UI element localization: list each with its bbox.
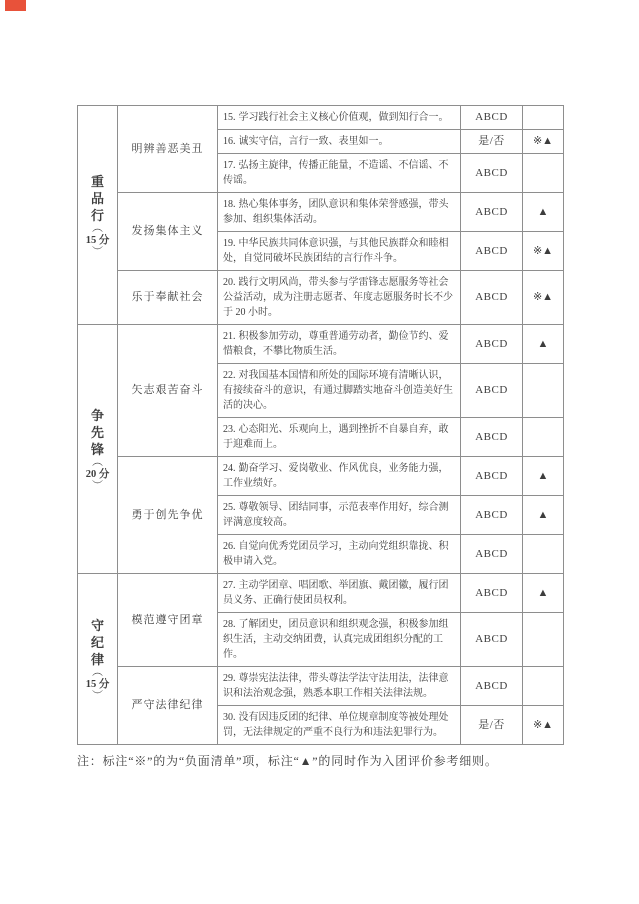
item-text: 主动学团章、唱团歌、举团旗、戴团徽，履行团员义务、正确行使团员权利。: [223, 580, 449, 606]
rating-cell: ABCD: [461, 193, 523, 232]
item-cell: [218, 496, 461, 535]
item-number: 27.: [223, 580, 236, 591]
category-paren-icon: ︶: [92, 246, 103, 258]
rating-cell: ABCD: [461, 667, 523, 706]
category-score: 15 分: [85, 679, 110, 690]
table-row: [78, 106, 564, 130]
category-score: 15 分: [85, 235, 110, 246]
category-cell: [78, 106, 118, 325]
mark-cell: [523, 613, 564, 667]
item-cell: [218, 130, 461, 154]
item-text: 了解团史，团员意识和组织观念强，积极参加组织生活，主动交纳团费，认真完成团组织分配的工作。: [223, 619, 449, 660]
item-text: 积极参加劳动，尊重普通劳动者，勤俭节约、爱惜粮食，不攀比物质生活。: [223, 331, 449, 357]
evaluation-sheet: [77, 105, 563, 769]
category-char: 纪: [90, 635, 104, 650]
rating-cell: ABCD: [461, 232, 523, 271]
footnote: 注：标注“※”的为“负面清单”项，标注“▲”的同时作为入团评价参考细则。: [77, 754, 498, 768]
item-cell: [218, 535, 461, 574]
item-text: 中华民族共同体意识强，与其他民族群众和睦相处，自觉同破坏民族团结的言行作斗争。: [223, 238, 449, 264]
item-text: 诚实守信，言行一致、表里如一。: [238, 136, 389, 147]
category-paren-icon: ︶: [92, 690, 103, 702]
category-paren-icon: ︵: [92, 666, 103, 678]
table-row: [78, 325, 564, 364]
rating-cell: ABCD: [461, 535, 523, 574]
table-row: [78, 271, 564, 325]
item-number: 29.: [223, 673, 236, 684]
item-number: 25.: [223, 502, 236, 513]
item-number: 17.: [223, 160, 236, 171]
item-cell: [218, 106, 461, 130]
rating-cell: ABCD: [461, 325, 523, 364]
item-number: 21.: [223, 331, 236, 342]
category-char: 品: [90, 191, 104, 206]
item-number: 28.: [223, 619, 236, 630]
rating-cell: ABCD: [461, 271, 523, 325]
item-text: 勤奋学习、爱岗敬业、作风优良，业务能力强，工作业绩好。: [223, 463, 449, 489]
category-cell: [78, 574, 118, 745]
item-number: 18.: [223, 199, 236, 210]
mark-cell: [523, 535, 564, 574]
mark-cell: ▲: [523, 457, 564, 496]
item-cell: [218, 193, 461, 232]
item-number: 26.: [223, 541, 236, 552]
rating-cell: 是/否: [461, 130, 523, 154]
mark-cell: ※▲: [523, 706, 564, 745]
item-cell: [218, 457, 461, 496]
mark-cell: ※▲: [523, 232, 564, 271]
item-text: 践行文明风尚，带头参与学雷锋志愿服务等社会公益活动，成为注册志愿者、年度志愿服务时长不少于 20 小时。: [223, 277, 453, 318]
category-paren-icon: ︵: [92, 456, 103, 468]
mark-cell: ▲: [523, 193, 564, 232]
category-char: 先: [90, 425, 104, 440]
rating-cell: 是/否: [461, 706, 523, 745]
category-char: 行: [90, 208, 104, 223]
evaluation-table: [77, 105, 564, 745]
group-cell: 勇于创先争优: [118, 457, 218, 574]
item-cell: [218, 325, 461, 364]
eval-table-body: [78, 106, 564, 745]
category-score: 20 分: [85, 469, 110, 480]
rating-cell: ABCD: [461, 418, 523, 457]
group-cell: 明辨善恶美丑: [118, 106, 218, 193]
item-text: 尊敬领导、团结同事，示范表率作用好，综合测评满意度较高。: [223, 502, 449, 528]
group-cell: 模范遵守团章: [118, 574, 218, 667]
rating-cell: ABCD: [461, 496, 523, 535]
rating-cell: ABCD: [461, 574, 523, 613]
table-row: [78, 574, 564, 613]
category-cell: [78, 325, 118, 574]
table-row: [78, 193, 564, 232]
category-label: [78, 173, 117, 257]
group-cell: 发扬集体主义: [118, 193, 218, 271]
item-number: 19.: [223, 238, 236, 249]
mark-cell: ▲: [523, 325, 564, 364]
item-number: 30.: [223, 712, 236, 723]
item-text: 自觉向优秀党团员学习，主动向党组织靠拢、积极申请入党。: [223, 541, 449, 567]
item-text: 尊崇宪法法律，带头尊法学法守法用法，法律意识和法治观念强，熟悉本职工作相关法律法规。: [223, 673, 449, 699]
mark-cell: [523, 667, 564, 706]
category-char: 律: [90, 652, 104, 667]
rating-cell: ABCD: [461, 106, 523, 130]
item-cell: [218, 364, 461, 418]
item-text: 对我国基本国情和所处的国际环境有清晰认识，有接续奋斗的意识，有通过脚踏实地奋斗创造美好生活的决心。: [223, 370, 453, 411]
item-cell: [218, 271, 461, 325]
item-number: 20.: [223, 277, 236, 288]
item-number: 15.: [223, 112, 236, 123]
category-label: [78, 407, 117, 491]
item-text: 弘扬主旋律，传播正能量，不造谣、不信谣、不传谣。: [223, 160, 449, 186]
category-label: [78, 617, 117, 701]
group-cell: 严守法律纪律: [118, 667, 218, 745]
rating-cell: ABCD: [461, 154, 523, 193]
corner-mark: [5, 0, 26, 11]
item-number: 16.: [223, 136, 236, 147]
group-cell: 乐于奉献社会: [118, 271, 218, 325]
item-cell: [218, 574, 461, 613]
rating-cell: ABCD: [461, 364, 523, 418]
mark-cell: [523, 418, 564, 457]
mark-cell: [523, 106, 564, 130]
table-row: [78, 457, 564, 496]
item-number: 24.: [223, 463, 236, 474]
mark-cell: [523, 154, 564, 193]
table-row: [78, 667, 564, 706]
item-cell: [218, 613, 461, 667]
group-cell: 矢志艰苦奋斗: [118, 325, 218, 457]
mark-cell: [523, 364, 564, 418]
rating-cell: ABCD: [461, 613, 523, 667]
item-cell: [218, 706, 461, 745]
item-cell: [218, 667, 461, 706]
item-text: 心态阳光、乐观向上，遇到挫折不自暴自弃，敢于迎难而上。: [223, 424, 449, 450]
item-text: 学习践行社会主义核心价值观，做到知行合一。: [238, 112, 449, 123]
category-char: 重: [90, 174, 104, 189]
mark-cell: ▲: [523, 574, 564, 613]
item-number: 22.: [223, 370, 236, 381]
category-paren-icon: ︶: [92, 480, 103, 492]
category-char: 守: [90, 618, 104, 633]
item-cell: [218, 154, 461, 193]
category-paren-icon: ︵: [92, 222, 103, 234]
item-cell: [218, 418, 461, 457]
category-char: 争: [90, 408, 104, 423]
item-text: 没有因违反团的纪律、单位规章制度等被处理处罚，无法律规定的严重不良行为和违法犯罪行为。: [223, 712, 449, 738]
item-number: 23.: [223, 424, 236, 435]
rating-cell: ABCD: [461, 457, 523, 496]
mark-cell: ※▲: [523, 271, 564, 325]
item-text: 热心集体事务，团队意识和集体荣誉感强，带头参加、组织集体活动。: [223, 199, 449, 225]
category-char: 锋: [90, 442, 104, 457]
mark-cell: ▲: [523, 496, 564, 535]
mark-cell: ※▲: [523, 130, 564, 154]
item-cell: [218, 232, 461, 271]
